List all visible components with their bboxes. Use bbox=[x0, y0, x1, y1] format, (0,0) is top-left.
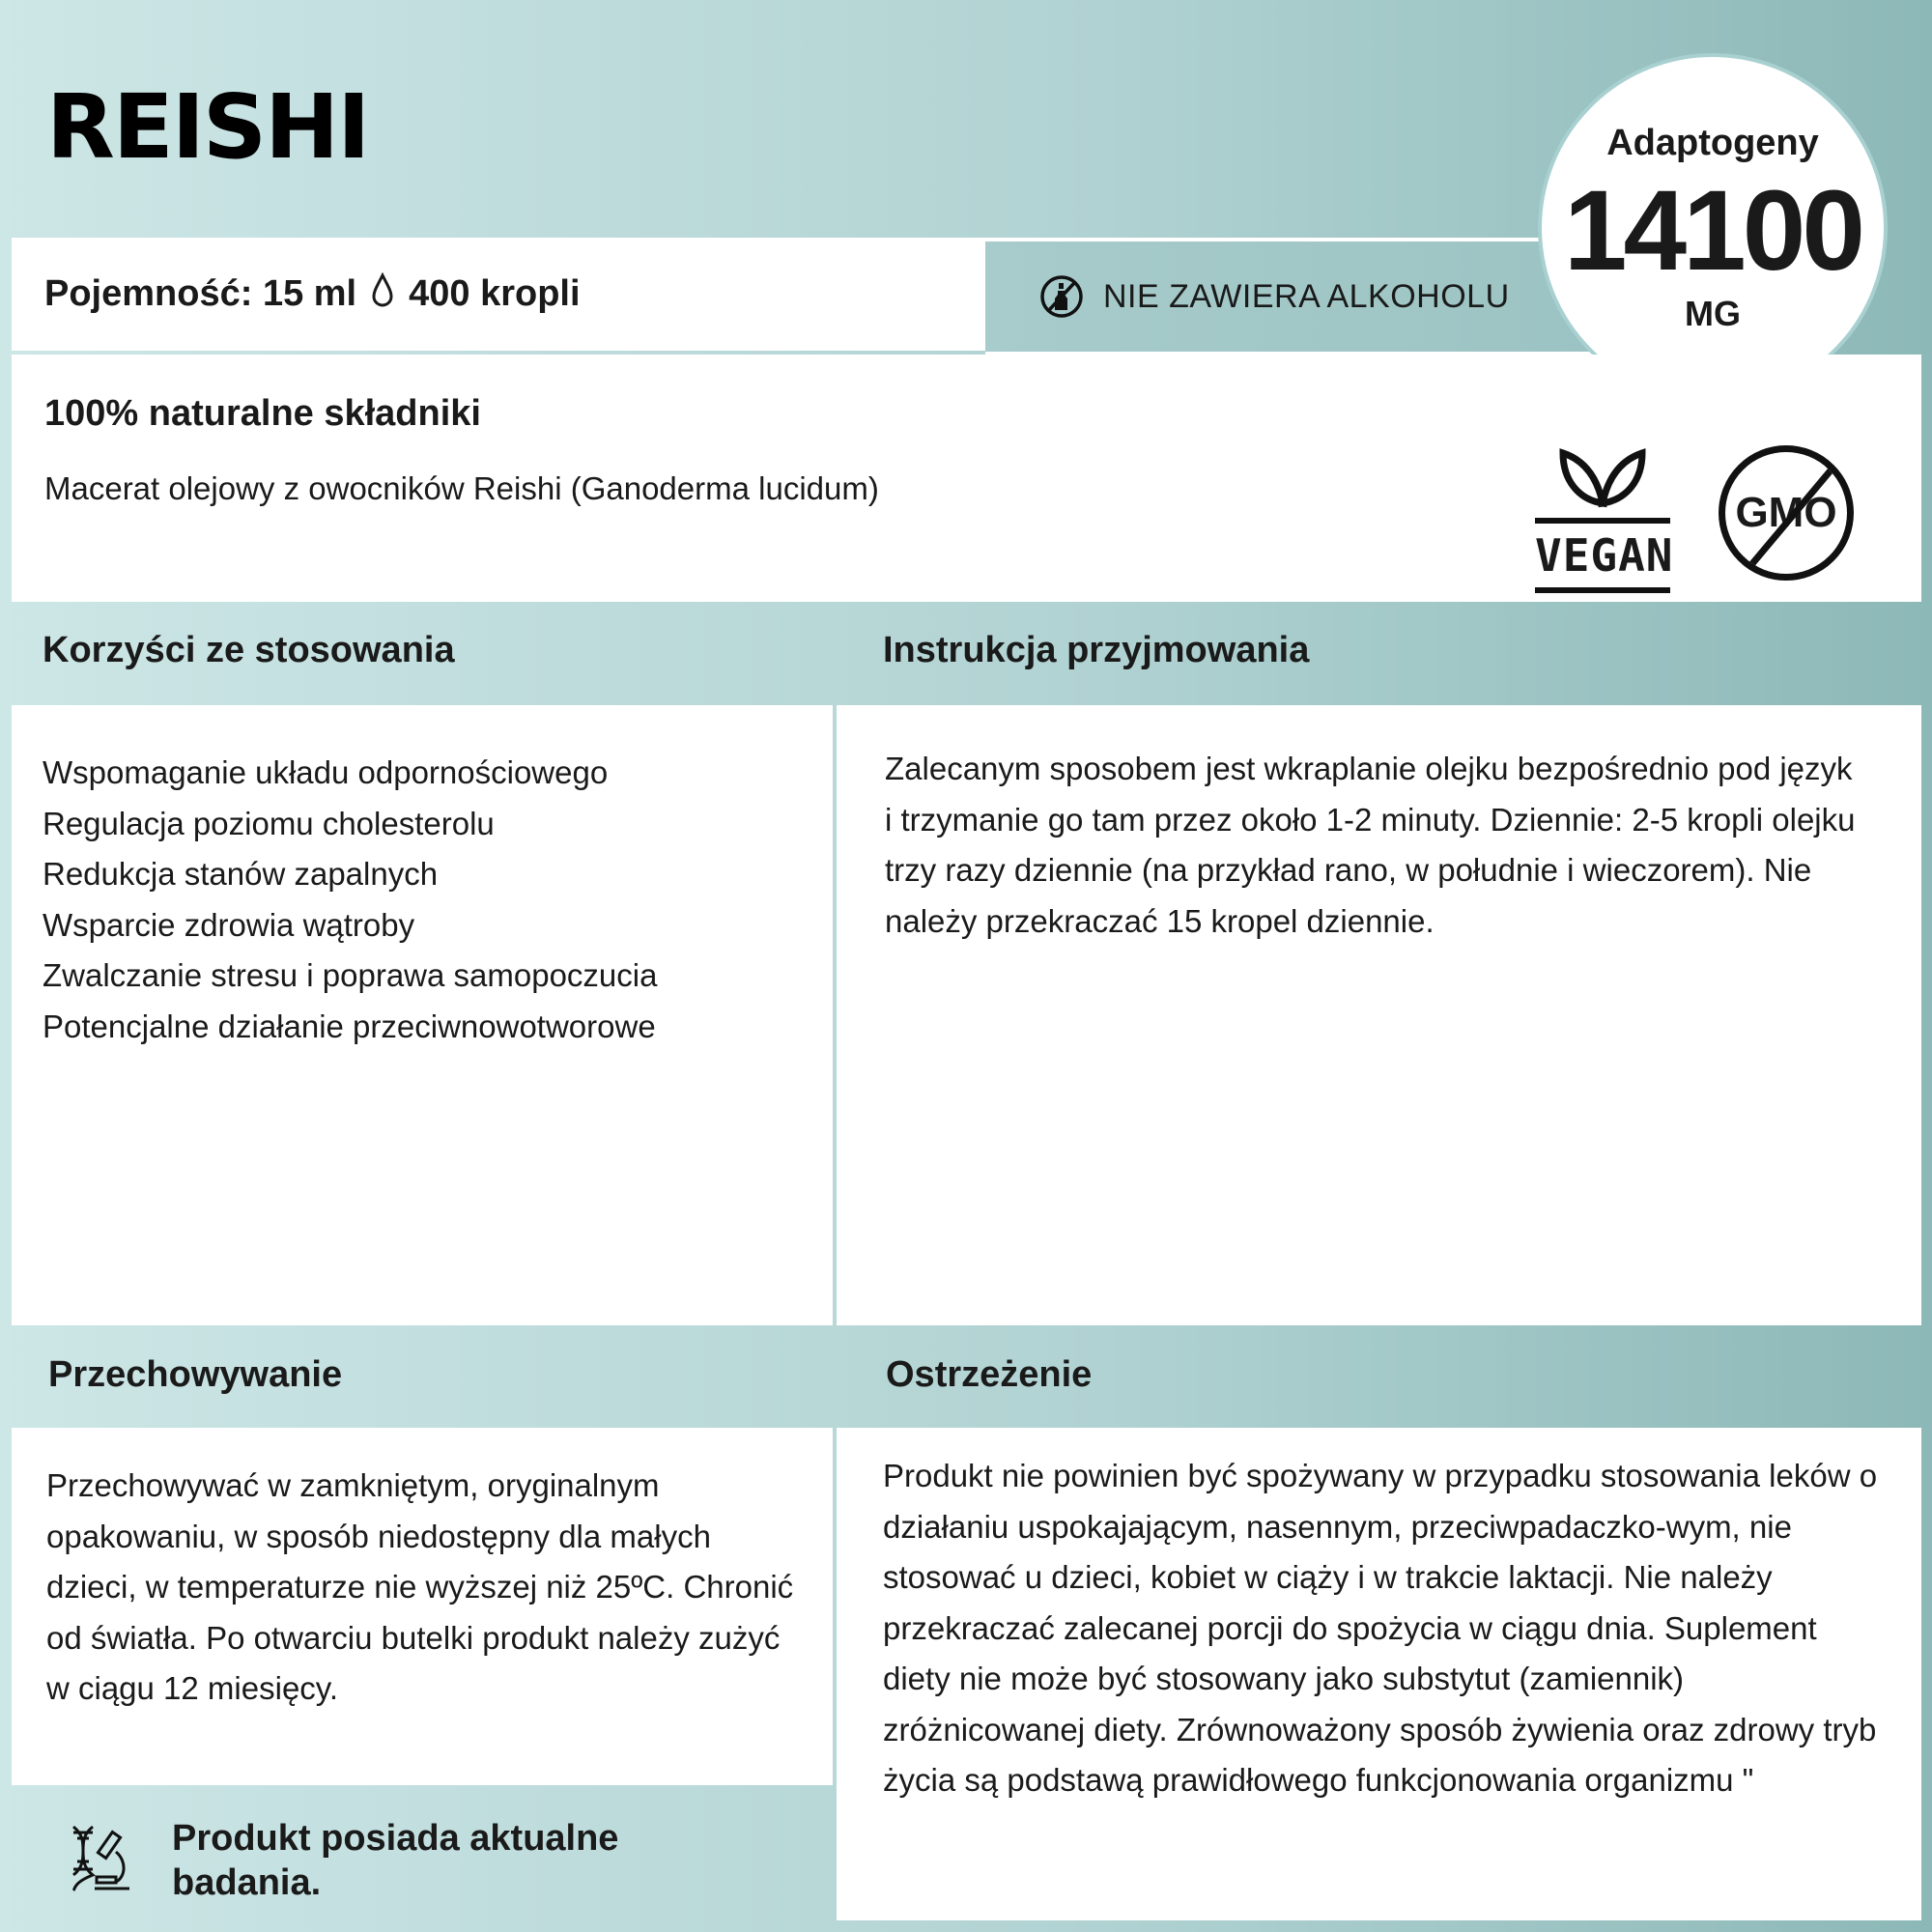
instructions-text: Zalecanym sposobem jest wkraplanie olejku bezpośrednio pod język i trzymanie go tam przez około 1-2 minuty. Dziennie: 2-5 kropli olejku trzy razy dziennie (na przykład rano, w południe i wieczorem). Nie należy przekraczać 15 kropel dziennie. bbox=[885, 751, 1856, 939]
warning-box bbox=[837, 1428, 1921, 1920]
benefit-item: Redukcja stanów zapalnych bbox=[43, 856, 439, 892]
alcohol-free-row bbox=[985, 238, 1594, 355]
benefits-heading: Korzyści ze stosowania bbox=[43, 630, 455, 670]
benefit-item: Regulacja poziomu cholesterolu bbox=[43, 805, 495, 841]
gmo-label: GMO bbox=[1735, 488, 1837, 536]
ingredients-heading: 100% naturalne składniki bbox=[44, 393, 481, 434]
badge-unit: MG bbox=[1685, 293, 1741, 333]
benefits-list bbox=[43, 748, 657, 1052]
droplet-icon bbox=[370, 272, 395, 317]
benefit-item: Wspomaganie układu odpornościowego bbox=[43, 754, 609, 790]
research-note bbox=[66, 1816, 694, 1905]
badge-label: Adaptogeny bbox=[1606, 122, 1819, 163]
vegan-label: VEGAN bbox=[1535, 529, 1674, 582]
storage-heading: Przechowywanie bbox=[48, 1354, 343, 1395]
instructions-box bbox=[837, 705, 1921, 1325]
benefit-item: Potencjalne działanie przeciwnowotworowe bbox=[43, 1008, 656, 1044]
benefits-box bbox=[12, 705, 833, 1325]
vegan-icon bbox=[1535, 432, 1674, 593]
benefit-item: Wsparcie zdrowia wątroby bbox=[43, 906, 415, 943]
no-gmo-icon bbox=[1719, 445, 1854, 581]
dna-microscope-icon bbox=[66, 1825, 133, 1897]
capacity-row bbox=[12, 238, 985, 351]
badge-value: 14100 bbox=[1563, 166, 1862, 295]
storage-box bbox=[12, 1428, 833, 1785]
ingredients-section bbox=[12, 355, 1921, 602]
benefit-item: Zwalczanie stresu i poprawa samopoczucia bbox=[43, 957, 658, 993]
capacity-text: Pojemność: 15 ml bbox=[44, 273, 357, 314]
ingredients-text: Macerat olejowy z owocników Reishi (Ganoderma lucidum) bbox=[44, 470, 879, 506]
no-alcohol-icon bbox=[1039, 274, 1084, 319]
research-text: Produkt posiada aktualne badania. bbox=[172, 1818, 619, 1903]
drops-count: 400 kropli bbox=[409, 273, 581, 314]
storage-text: Przechowywać w zamkniętym, oryginalnym opakowaniu, w sposób niedostępny dla małych dzieci, w temperaturze nie wyższej niż 25ºC. Chronić od światła. Po otwarciu butelki produkt należy zużyć w ciągu 12 miesięcy. bbox=[46, 1467, 794, 1706]
instructions-heading: Instrukcja przyjmowania bbox=[883, 630, 1310, 670]
adaptogen-badge bbox=[1538, 53, 1888, 403]
product-title: REISHI bbox=[46, 75, 369, 179]
warning-heading: Ostrzeżenie bbox=[886, 1354, 1093, 1395]
alcohol-free-text: NIE ZAWIERA ALKOHOLU bbox=[1103, 277, 1510, 315]
warning-text: Produkt nie powinien być spożywany w przypadku stosowania leków o działaniu uspokajającym, nasennym, przeciwpadaczko-wym, nie stosować u dzieci, kobiet w ciąży i w trakcie laktacji. Nie należy przekraczać zalecanej porcji do spożycia w ciągu dnia. Suplement diety nie może być stosowany jako substytut (zamiennik) zróżnicowanej diety. Zrównoważony sposób żywienia oraz zdrowy tryb życia są podstawą prawidłowego funkcjonowania organizmu " bbox=[883, 1458, 1878, 1798]
